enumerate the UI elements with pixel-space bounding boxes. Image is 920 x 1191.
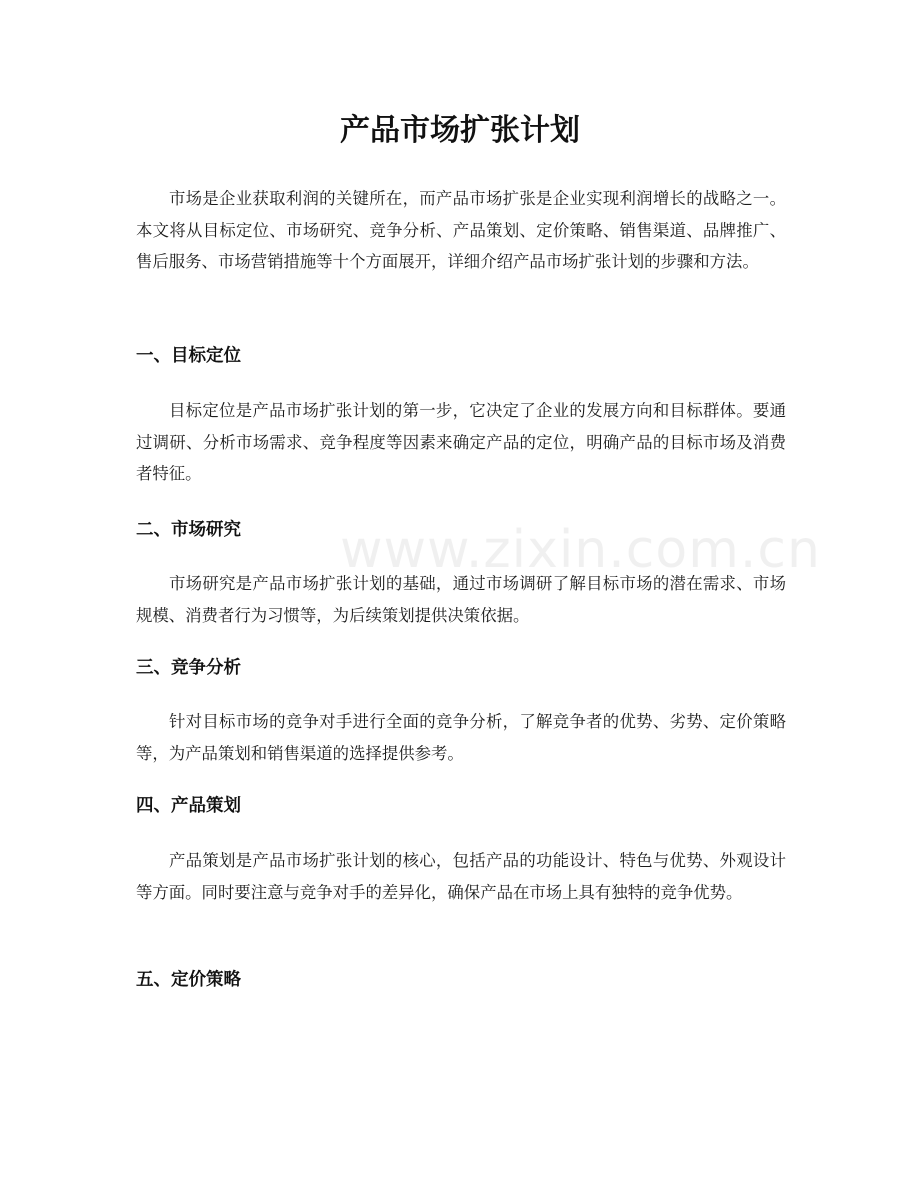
section-body-4: 产品策划是产品市场扩张计划的核心，包括产品的功能设计、特色与优势、外观设计等方面。同时要注意与竞争对手的差异化，确保产品在市场上具有独特的竞争优势。 xyxy=(136,851,786,902)
section-body-1: 目标定位是产品市场扩张计划的第一步，它决定了企业的发展方向和目标群体。要通过调研、分析市场需求、竞争程度等因素来确定产品的定位，明确产品的目标市场及消费者特征。 xyxy=(136,401,786,483)
intro-paragraph: 市场是企业获取利润的关键所在，而产品市场扩张是企业实现利润增长的战略之一。本文将从目标定位、市场研究、竞争分析、产品策划、定价策略、销售渠道、品牌推广、售后服务、市场营销措施等十个方面展开，详细介绍产品市场扩张计划的步骤和方法。 xyxy=(136,189,786,271)
section-body-2: 市场研究是产品市场扩张计划的基础，通过市场调研了解目标市场的潜在需求、市场规模、消费者行为习惯等，为后续策划提供决策依据。 xyxy=(136,574,786,625)
section-heading-3: 三、竞争分析 xyxy=(136,658,241,678)
watermark-text: www.zixin.com.cn xyxy=(340,520,821,580)
document-title: 产品市场扩张计划 xyxy=(340,113,580,148)
section-heading-1: 一、目标定位 xyxy=(136,346,241,366)
section-heading-4: 四、产品策划 xyxy=(136,796,241,816)
section-body-3: 针对目标市场的竞争对手进行全面的竞争分析，了解竞争者的优势、劣势、定价策略等，为产品策划和销售渠道的选择提供参考。 xyxy=(136,712,786,763)
section-heading-2: 二、市场研究 xyxy=(136,520,241,540)
section-heading-5: 五、定价策略 xyxy=(136,970,241,990)
